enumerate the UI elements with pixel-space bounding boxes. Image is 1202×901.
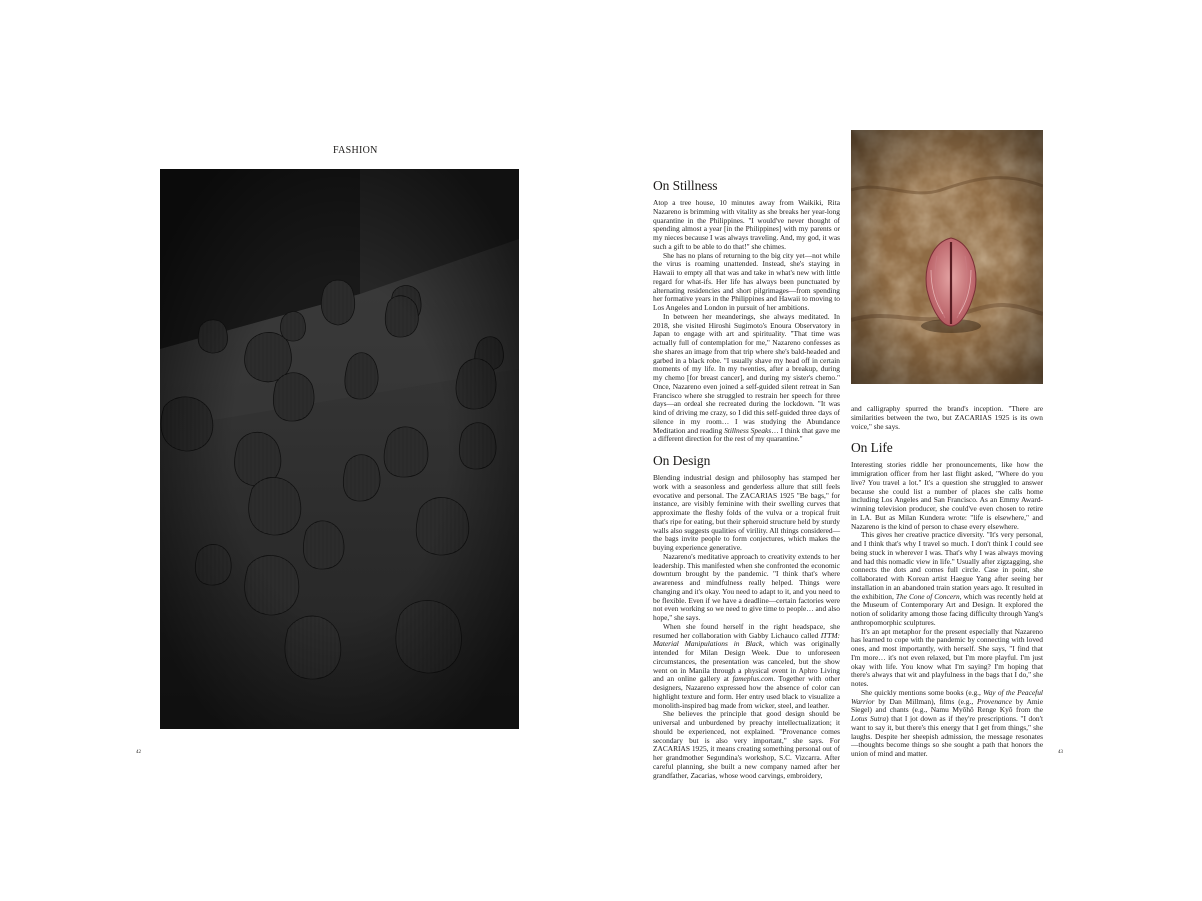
paragraph: Nazareno's meditative approach to creativity extends to her leadership. This manifested when she confronted the economic downturn brought by the pandemic. "I think that's where awareness and mindfulness really helped. Things were changing and it's okay. You need to adapt to it, and you need to be flexible. Even if we have a deadline—certain factories were not even working so we need to give time to people… and also hope," she says.	[653, 551, 840, 622]
paragraph: and calligraphy spurred the brand's inception. "There are similarities between the two, but ZACARIAS 1925 is its own voice," she says.	[851, 404, 1043, 431]
text-run: , which was recently held at the Museum of Contemporary Art and Design. It explored the notion of solidarity among those facing difficulty through Yang's anthropomorphic sculptures.	[851, 591, 1044, 627]
text-run: She quickly mentions some books (e.g.,	[861, 687, 984, 697]
sculpture-photo	[851, 130, 1043, 384]
article-column-left	[653, 178, 840, 780]
text-run: When she found herself in the right headspace, she resumed her collaboration with Gabby Lichauco called	[653, 621, 840, 640]
bags-photo-art	[160, 169, 519, 729]
paragraph	[851, 689, 1043, 759]
paragraph: Blending industrial design and philosophy has stamped her work with a seasonless and genderless allure that still feels evocative and personal. The ZACARIAS 1925 "Be bags," for instance, are visibly feminine with their swelling curves that approximate the fleshy folds of the vulva or a tropical fruit that's ripe for eating, but their spheroid structure held by sturdy walls also suggests qualities of virility. All things considered—the bags invite people to form conjectures, which makes the buying experience generative.	[653, 473, 840, 552]
text-title: Lotus Sutra	[851, 714, 887, 723]
section-heading-life: On Life	[851, 440, 893, 456]
exhibition-title: ITTM: Material Manipulations in Black	[653, 630, 840, 649]
paragraph	[851, 531, 1043, 627]
website-name: fameplus.com	[732, 674, 774, 684]
page-number-right: 43	[1058, 750, 1063, 755]
paragraph: She believes the principle that good design should be universal and unburdened by preachy intellectualization; it should be experienced, not explained. "Provenance comes secondary but is also very important," she says. For ZACARIAS 1925, it means creating something personal out of her grandmother Segundina's workshop, S.C. Vizcarra. After careful planning, she built a new company named after her grandfather, Zacarias, whose wood carvings, embroidery,	[653, 709, 840, 780]
text-run: by Amie Siegel) and chants (e.g., Namu Myōhō Renge Kyō from the	[851, 696, 1043, 715]
exhibition-title: The Cone of Concern	[895, 591, 960, 601]
paragraph	[653, 623, 840, 711]
paragraph: Interesting stories riddle her pronouncements, like how the immigration officer from her last flight asked, "Where do you live? You travel a lot." It's a question she struggled to answer because she could list a number of places she calls home including Los Angeles and San Francisco. As an Emmy Award-winning television producer, she could've even chosen to retire in LA. But as Milan Kundera wrote: "life is elsewhere," and Nazareno is the kind of person to chase every elsewhere.	[851, 460, 1043, 531]
text-run: In between her meanderings, she always meditated. In 2018, she visited Hiroshi Sugimoto's Enoura Observatory in Japan to engage with art and spirituality. "That time was actually full of contemplation for me," Nazareno confesses as she shares an image from that trip where she's bald-headed and garbed in a black robe. "I usually shave my head off in certain moments of my life. In my twenties, after a breakup, during my chemo [for breast cancer], and during my sister's chemo." Once, Nazareno even joined a self-guided silent retreat in San Francisco where she struggled to restrain her speech for three days—an ordeal she recreated during the lockdown. "It was kind of driving me crazy, so I did this self-guided three days of silence in my room… I was studying the Abundance Meditation and reading	[653, 311, 840, 435]
paragraph: It's an apt metaphor for the present especially that Nazareno has learned to cope with the pandemic by connecting with loved ones, and most importantly, with herself. She says, "I find that I'm more… it's not even relaxed, but I'm more playful. I'm just okay with life. You know what I'm saying? I'm hoping that there's always that wit and playfulness in the bags that I do," she notes.	[851, 626, 1043, 688]
paragraph: Atop a tree house, 10 minutes away from Waikiki, Rita Nazareno is brimming with vitality as she breaks her year-long quarantine in the Philippines. "I would've never thought of spending almost a year [in the Philippines] with my parents or my nieces because I was always traveling. And, my god, it was such a gift to be able to do that!" she chimes.	[653, 198, 840, 251]
book-title: Way of the Peaceful Warrior	[851, 687, 1043, 706]
text-run: This gives her creative practice diversity. "It's very personal, and I think that's why I travel so much. I don't think I could see being stuck in wherever I was. That's why I was always moving and had this nomadic view in life." Usually after zigzagging, she connects the dots and comes full circle. Case in point, she collaborated with Korean artist Haegue Yang after seeing her installation in an abandoned train station years ago. It resulted in the exhibition,	[851, 530, 1043, 601]
section-heading-stillness: On Stillness	[653, 178, 718, 193]
bags-photo	[160, 169, 519, 729]
text-run: by Dan Millman), films (e.g.,	[874, 696, 977, 706]
paragraph	[653, 313, 840, 444]
section-label: FASHION	[333, 145, 378, 156]
page-number-left: 42	[136, 750, 141, 755]
film-title: Provenance	[976, 696, 1012, 706]
text-run: , which was originally intended for Milan Design Week. Due to unforeseen circumstances, the presentation was canceled, but the show went on in Manila through a physical event in Aphro Living and an online gallery at	[653, 639, 840, 684]
text-run: ) that I jot down as if they're prescriptions. "I don't want to say it, but there's this energy that I get from things," she laughs. Despite her sheepish admission, the message resonates—thoughts become things so she sought a path that honors the union of mind and matter.	[851, 714, 1043, 758]
article-column-right	[851, 405, 1043, 759]
text-run: . Together with other designers, Nazareno expressed how the absence of color can highlight texture and form. Her entry used black to visualize a monolith-inspired bag made from wicker, steel, and leather.	[653, 674, 840, 710]
book-title: Stillness Speaks	[724, 425, 772, 435]
section-heading-design: On Design	[653, 453, 711, 468]
text-run: … I think that gave me a different direction for the rest of my quarantine."	[653, 425, 840, 444]
paragraph: She has no plans of returning to the big city yet—not while the virus is roaming unattended. Instead, she's staying in Hawaii to empty all that was and take in what's new with little regard for what-ifs. Her life has always been punctuated by alternating residencies and short pilgrimages—from spending her formative years in the Philippines and Hawaii to moving to Los Angeles and London in pursuit of her ambitions.	[653, 250, 840, 312]
sculpture-photo-art	[851, 130, 1043, 384]
